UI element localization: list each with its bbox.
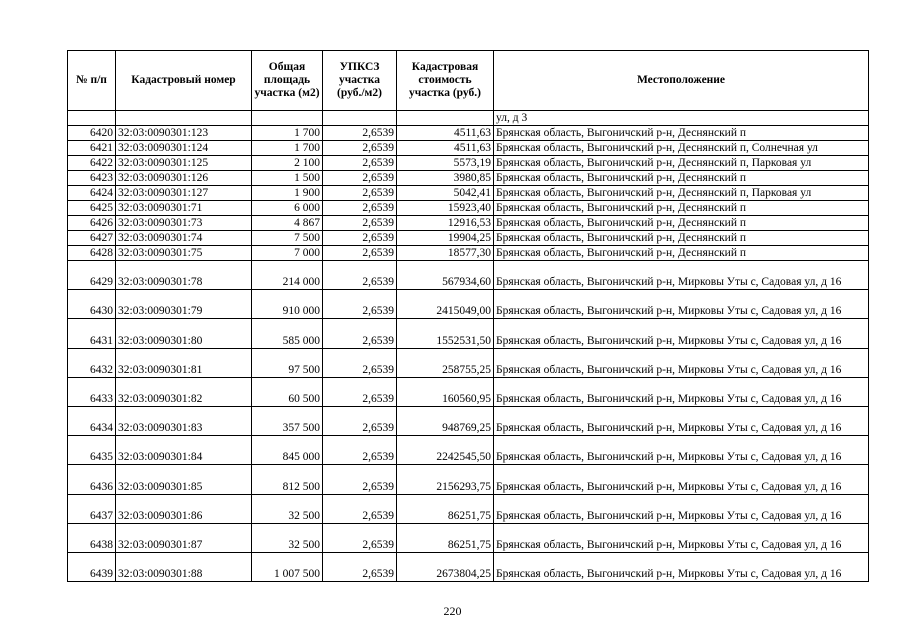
cell-upksz: 2,6539 [323, 319, 397, 348]
cell-no: 6428 [68, 246, 116, 261]
cell-upksz: 2,6539 [323, 436, 397, 465]
cell-location: Брянская область, Выгоничский р-н, Мирковы Уты с, Садовая ул, д 16 [494, 319, 869, 348]
cell-area: 60 500 [252, 377, 323, 406]
table-row [68, 290, 869, 319]
cell-area: 7 500 [252, 231, 323, 246]
cell-no: 6426 [68, 216, 116, 231]
cell-area: 845 000 [252, 436, 323, 465]
cell-area: 32 500 [252, 523, 323, 552]
cell-area: 7 000 [252, 246, 323, 261]
cell-upksz: 2,6539 [323, 246, 397, 261]
cell-area: 812 500 [252, 465, 323, 494]
cell-value: 19904,25 [397, 231, 494, 246]
cell-location: Брянская область, Выгоничский р-н, Деснянский п [494, 201, 869, 216]
cell-empty [116, 111, 252, 126]
header-location: Местоположение [494, 51, 869, 111]
cell-location: Брянская область, Выгоничский р-н, Мирковы Уты с, Садовая ул, д 16 [494, 436, 869, 465]
cell-no: 6436 [68, 465, 116, 494]
table-row [68, 201, 869, 216]
cell-cadastral-number: 32:03:0090301:123 [116, 126, 252, 141]
cell-value: 4511,63 [397, 141, 494, 156]
table-row [68, 465, 869, 494]
table-row [68, 494, 869, 523]
cell-location: ул, д 3 [494, 111, 869, 126]
cell-location: Брянская область, Выгоничский р-н, Деснянский п [494, 246, 869, 261]
cell-cadastral-number: 32:03:0090301:71 [116, 201, 252, 216]
cell-value: 5042,41 [397, 186, 494, 201]
cadastral-table [67, 50, 869, 582]
cell-no: 6431 [68, 319, 116, 348]
cell-upksz: 2,6539 [323, 216, 397, 231]
cell-no: 6430 [68, 290, 116, 319]
cell-location: Брянская область, Выгоничский р-н, Мирковы Уты с, Садовая ул, д 16 [494, 406, 869, 435]
cell-value: 2415049,00 [397, 290, 494, 319]
table-row [68, 261, 869, 290]
cell-upksz: 2,6539 [323, 465, 397, 494]
cell-area: 1 500 [252, 171, 323, 186]
cell-cadastral-number: 32:03:0090301:83 [116, 406, 252, 435]
table-row [68, 216, 869, 231]
cell-no: 6427 [68, 231, 116, 246]
header-row [68, 51, 869, 111]
cell-value: 2242545,50 [397, 436, 494, 465]
table-row [68, 319, 869, 348]
table-row [68, 523, 869, 552]
cell-empty [323, 111, 397, 126]
cell-location: Брянская область, Выгоничский р-н, Деснянский п, Парковая ул [494, 186, 869, 201]
cell-cadastral-number: 32:03:0090301:78 [116, 261, 252, 290]
cell-cadastral-number: 32:03:0090301:124 [116, 141, 252, 156]
cell-value: 258755,25 [397, 348, 494, 377]
header-no: № п/п [68, 51, 116, 111]
cell-location: Брянская область, Выгоничский р-н, Мирковы Уты с, Садовая ул, д 16 [494, 465, 869, 494]
table-row [68, 186, 869, 201]
table-row [68, 156, 869, 171]
cell-cadastral-number: 32:03:0090301:73 [116, 216, 252, 231]
cell-upksz: 2,6539 [323, 348, 397, 377]
cell-no: 6435 [68, 436, 116, 465]
cell-location: Брянская область, Выгоничский р-н, Деснянский п [494, 126, 869, 141]
cell-upksz: 2,6539 [323, 523, 397, 552]
cell-location: Брянская область, Выгоничский р-н, Мирковы Уты с, Садовая ул, д 16 [494, 552, 869, 581]
cell-location: Брянская область, Выгоничский р-н, Деснянский п, Парковая ул [494, 156, 869, 171]
cell-value: 2156293,75 [397, 465, 494, 494]
cell-cadastral-number: 32:03:0090301:85 [116, 465, 252, 494]
cell-value: 160560,95 [397, 377, 494, 406]
cell-area: 1 007 500 [252, 552, 323, 581]
cell-cadastral-number: 32:03:0090301:81 [116, 348, 252, 377]
cell-value: 15923,40 [397, 201, 494, 216]
cell-value: 86251,75 [397, 494, 494, 523]
cell-area: 357 500 [252, 406, 323, 435]
header-area: Общая площадь участка (м2) [252, 51, 323, 111]
cell-cadastral-number: 32:03:0090301:86 [116, 494, 252, 523]
cell-no: 6437 [68, 494, 116, 523]
table-row [68, 377, 869, 406]
cell-cadastral-number: 32:03:0090301:75 [116, 246, 252, 261]
cell-no: 6425 [68, 201, 116, 216]
cell-area: 4 867 [252, 216, 323, 231]
cell-no: 6429 [68, 261, 116, 290]
cell-upksz: 2,6539 [323, 171, 397, 186]
cell-upksz: 2,6539 [323, 377, 397, 406]
table-row [68, 126, 869, 141]
cell-location: Брянская область, Выгоничский р-н, Мирковы Уты с, Садовая ул, д 16 [494, 348, 869, 377]
cell-value: 5573,19 [397, 156, 494, 171]
page-number: 220 [443, 604, 462, 618]
cell-cadastral-number: 32:03:0090301:74 [116, 231, 252, 246]
cell-value: 18577,30 [397, 246, 494, 261]
cell-no: 6422 [68, 156, 116, 171]
cell-empty [252, 111, 323, 126]
cell-upksz: 2,6539 [323, 406, 397, 435]
cell-upksz: 2,6539 [323, 261, 397, 290]
cell-value: 4511,63 [397, 126, 494, 141]
cell-cadastral-number: 32:03:0090301:80 [116, 319, 252, 348]
table-row [68, 406, 869, 435]
cell-location: Брянская область, Выгоничский р-н, Мирковы Уты с, Садовая ул, д 16 [494, 261, 869, 290]
cell-cadastral-number: 32:03:0090301:82 [116, 377, 252, 406]
cell-value: 3980,85 [397, 171, 494, 186]
cell-area: 214 000 [252, 261, 323, 290]
cell-area: 1 900 [252, 186, 323, 201]
cell-area: 1 700 [252, 126, 323, 141]
table-row [68, 231, 869, 246]
cell-upksz: 2,6539 [323, 186, 397, 201]
table-row [68, 171, 869, 186]
cell-value: 948769,25 [397, 406, 494, 435]
cell-cadastral-number: 32:03:0090301:126 [116, 171, 252, 186]
cell-empty [68, 111, 116, 126]
cell-upksz: 2,6539 [323, 290, 397, 319]
cell-upksz: 2,6539 [323, 141, 397, 156]
cell-location: Брянская область, Выгоничский р-н, Мирковы Уты с, Садовая ул, д 16 [494, 494, 869, 523]
cell-area: 585 000 [252, 319, 323, 348]
cell-location: Брянская область, Выгоничский р-н, Мирковы Уты с, Садовая ул, д 16 [494, 377, 869, 406]
cell-location: Брянская область, Выгоничский р-н, Деснянский п, Солнечная ул [494, 141, 869, 156]
header-cadastral: Кадастровый номер [116, 51, 252, 111]
cell-location: Брянская область, Выгоничский р-н, Деснянский п [494, 171, 869, 186]
header-value: Кадастровая стоимость участка (руб.) [397, 51, 494, 111]
cell-upksz: 2,6539 [323, 156, 397, 171]
cell-area: 910 000 [252, 290, 323, 319]
cell-value: 567934,60 [397, 261, 494, 290]
cell-location: Брянская область, Выгоничский р-н, Деснянский п [494, 231, 869, 246]
table-row [68, 552, 869, 581]
cell-cadastral-number: 32:03:0090301:79 [116, 290, 252, 319]
cell-cadastral-number: 32:03:0090301:88 [116, 552, 252, 581]
cell-area: 6 000 [252, 201, 323, 216]
cell-area: 2 100 [252, 156, 323, 171]
cell-cadastral-number: 32:03:0090301:125 [116, 156, 252, 171]
table-row [68, 436, 869, 465]
cell-cadastral-number: 32:03:0090301:84 [116, 436, 252, 465]
cell-value: 12916,53 [397, 216, 494, 231]
cell-empty [397, 111, 494, 126]
cell-value: 1552531,50 [397, 319, 494, 348]
cell-no: 6424 [68, 186, 116, 201]
table-row [68, 246, 869, 261]
cell-upksz: 2,6539 [323, 126, 397, 141]
cell-cadastral-number: 32:03:0090301:127 [116, 186, 252, 201]
cell-location: Брянская область, Выгоничский р-н, Мирковы Уты с, Садовая ул, д 16 [494, 290, 869, 319]
cell-no: 6423 [68, 171, 116, 186]
cell-location: Брянская область, Выгоничский р-н, Мирковы Уты с, Садовая ул, д 16 [494, 523, 869, 552]
cell-location: Брянская область, Выгоничский р-н, Деснянский п [494, 216, 869, 231]
continuation-row [68, 111, 869, 126]
cell-value: 86251,75 [397, 523, 494, 552]
cell-area: 97 500 [252, 348, 323, 377]
cell-no: 6420 [68, 126, 116, 141]
header-upksz: УПКСЗ участка (руб./м2) [323, 51, 397, 111]
table-row [68, 141, 869, 156]
cell-upksz: 2,6539 [323, 494, 397, 523]
cell-value: 2673804,25 [397, 552, 494, 581]
cell-no: 6434 [68, 406, 116, 435]
cell-cadastral-number: 32:03:0090301:87 [116, 523, 252, 552]
cell-area: 32 500 [252, 494, 323, 523]
cell-no: 6421 [68, 141, 116, 156]
cell-area: 1 700 [252, 141, 323, 156]
cell-upksz: 2,6539 [323, 201, 397, 216]
cell-no: 6438 [68, 523, 116, 552]
cell-upksz: 2,6539 [323, 231, 397, 246]
table-row [68, 348, 869, 377]
cell-no: 6432 [68, 348, 116, 377]
cell-upksz: 2,6539 [323, 552, 397, 581]
cell-no: 6433 [68, 377, 116, 406]
cell-no: 6439 [68, 552, 116, 581]
